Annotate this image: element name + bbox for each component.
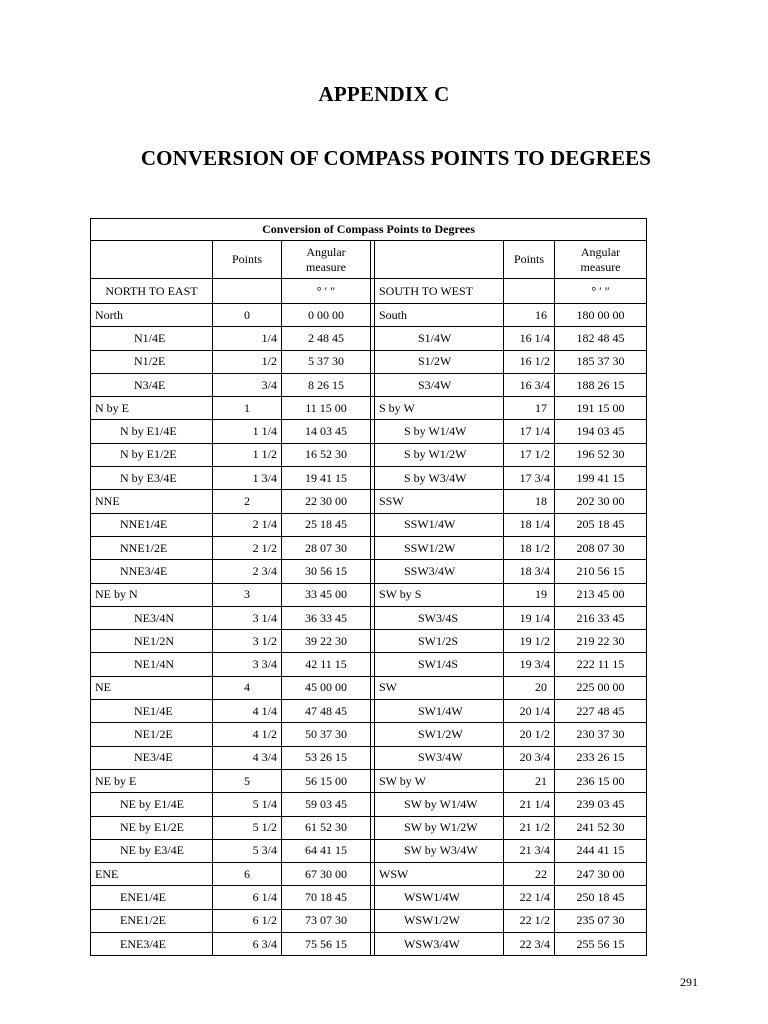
angular-value: 247 30 00 — [555, 863, 647, 886]
points-value: 22 1/2 — [504, 909, 555, 932]
points-value: 20 3/4 — [504, 746, 555, 769]
compass-point-name: WSW — [375, 863, 504, 886]
angular-value: 0 00 00 — [282, 304, 371, 327]
angular-value: 210 56 15 — [555, 560, 647, 583]
compass-point-name: S by W3/4W — [375, 467, 504, 490]
table-row — [91, 583, 647, 606]
points-value: 19 3/4 — [504, 653, 555, 676]
points-value: 1 1/2 — [213, 443, 282, 466]
compass-point-name: NE by N — [91, 583, 213, 606]
table-row — [91, 863, 647, 886]
angular-value: 225 00 00 — [555, 676, 647, 699]
points-value: 3 — [213, 583, 282, 606]
points-value: 17 3/4 — [504, 467, 555, 490]
angular-value: 73 07 30 — [282, 909, 371, 932]
angular-value: 11 15 00 — [282, 397, 371, 420]
compass-point-name: SW by W1/4W — [375, 793, 504, 816]
compass-point-name: SW by W — [375, 769, 504, 792]
compass-point-name: NE1/2N — [91, 630, 213, 653]
table-section-row — [91, 279, 647, 304]
table-row — [91, 886, 647, 909]
angular-value: 213 45 00 — [555, 583, 647, 606]
compass-point-name: S by W1/2W — [375, 443, 504, 466]
angular-value: 227 48 45 — [555, 700, 647, 723]
table-row — [91, 443, 647, 466]
table-caption-row — [91, 219, 647, 241]
section-north-to-east: NORTH TO EAST — [91, 279, 213, 304]
table-row — [91, 676, 647, 699]
points-value: 19 1/4 — [504, 606, 555, 629]
points-value: 2 3/4 — [213, 560, 282, 583]
points-value: 22 3/4 — [504, 933, 555, 956]
points-value: 16 1/2 — [504, 350, 555, 373]
table-row — [91, 933, 647, 956]
angular-value: 196 52 30 — [555, 443, 647, 466]
appendix-label: APPENDIX C — [318, 82, 450, 106]
points-value: 21 3/4 — [504, 839, 555, 862]
header-points-left: Points — [213, 241, 282, 279]
compass-point-name: SW3/4W — [375, 746, 504, 769]
angular-value: 59 03 45 — [282, 793, 371, 816]
points-value: 16 1/4 — [504, 327, 555, 350]
section-blank-right — [504, 279, 555, 304]
compass-point-name: SW1/2W — [375, 723, 504, 746]
points-value: 4 3/4 — [213, 746, 282, 769]
points-value: 20 1/4 — [504, 700, 555, 723]
compass-point-name: SW1/4S — [375, 653, 504, 676]
header-points-right: Points — [504, 241, 555, 279]
table-row — [91, 420, 647, 443]
compass-point-name: NNE — [91, 490, 213, 513]
table-row — [91, 327, 647, 350]
angular-value: 235 07 30 — [555, 909, 647, 932]
angular-value: 230 37 30 — [555, 723, 647, 746]
compass-point-name: ENE — [91, 863, 213, 886]
header-blank-right — [375, 241, 504, 279]
points-value: 22 — [504, 863, 555, 886]
table-row — [91, 490, 647, 513]
angular-value: 36 33 45 — [282, 606, 371, 629]
table-row — [91, 769, 647, 792]
compass-point-name: SW3/4S — [375, 606, 504, 629]
points-value: 6 — [213, 863, 282, 886]
points-value: 18 1/4 — [504, 513, 555, 536]
points-value: 20 1/2 — [504, 723, 555, 746]
page-title: CONVERSION OF COMPASS POINTS TO DEGREES — [140, 146, 652, 170]
points-value: 22 1/4 — [504, 886, 555, 909]
table-row — [91, 560, 647, 583]
table-row — [91, 839, 647, 862]
angular-value: 64 41 15 — [282, 839, 371, 862]
angular-value: 33 45 00 — [282, 583, 371, 606]
compass-point-name: SW1/4W — [375, 700, 504, 723]
table-caption: Conversion of Compass Points to Degrees — [91, 219, 647, 241]
points-value: 20 — [504, 676, 555, 699]
compass-point-name: SW1/2S — [375, 630, 504, 653]
table-row — [91, 816, 647, 839]
header-angular-right-text: Angular measure — [580, 244, 621, 274]
angular-value: 202 30 00 — [555, 490, 647, 513]
page-number: 291 — [680, 975, 698, 989]
points-value: 18 — [504, 490, 555, 513]
angular-value: 14 03 45 — [282, 420, 371, 443]
table-row — [91, 653, 647, 676]
points-value: 6 1/2 — [213, 909, 282, 932]
table-row — [91, 536, 647, 559]
angular-value: 5 37 30 — [282, 350, 371, 373]
compass-point-name: N by E1/2E — [91, 443, 213, 466]
section-blank-left — [213, 279, 282, 304]
angular-value: 45 00 00 — [282, 676, 371, 699]
points-value: 4 1/2 — [213, 723, 282, 746]
angular-value: 25 18 45 — [282, 513, 371, 536]
table-row — [91, 397, 647, 420]
angular-value: 233 26 15 — [555, 746, 647, 769]
compass-point-name: SSW — [375, 490, 504, 513]
angular-value: 182 48 45 — [555, 327, 647, 350]
points-value: 3 3/4 — [213, 653, 282, 676]
angular-value: 239 03 45 — [555, 793, 647, 816]
compass-point-name: WSW1/2W — [375, 909, 504, 932]
points-value: 5 3/4 — [213, 839, 282, 862]
angular-value: 75 56 15 — [282, 933, 371, 956]
table-row — [91, 373, 647, 396]
compass-point-name: N by E1/4E — [91, 420, 213, 443]
table-row — [91, 513, 647, 536]
angular-value: 56 15 00 — [282, 769, 371, 792]
compass-point-name: ENE1/4E — [91, 886, 213, 909]
angular-value: 194 03 45 — [555, 420, 647, 443]
points-value: 3 1/4 — [213, 606, 282, 629]
points-value: 6 1/4 — [213, 886, 282, 909]
points-value: 5 1/2 — [213, 816, 282, 839]
angular-value: 244 41 15 — [555, 839, 647, 862]
angular-value: 241 52 30 — [555, 816, 647, 839]
angular-value: 61 52 30 — [282, 816, 371, 839]
points-value: 6 3/4 — [213, 933, 282, 956]
points-value: 0 — [213, 304, 282, 327]
compass-point-name: NNE3/4E — [91, 560, 213, 583]
table-row — [91, 723, 647, 746]
compass-point-name: S3/4W — [375, 373, 504, 396]
compass-point-name: NE1/2E — [91, 723, 213, 746]
table-row — [91, 746, 647, 769]
angular-value: 205 18 45 — [555, 513, 647, 536]
angular-value: 219 22 30 — [555, 630, 647, 653]
angular-value: 22 30 00 — [282, 490, 371, 513]
header-angular-right — [555, 241, 647, 279]
angular-value: 70 18 45 — [282, 886, 371, 909]
table-row — [91, 700, 647, 723]
angular-value: 208 07 30 — [555, 536, 647, 559]
points-value: 18 3/4 — [504, 560, 555, 583]
compass-point-name: North — [91, 304, 213, 327]
compass-point-name: NE1/4N — [91, 653, 213, 676]
compass-point-name: ENE3/4E — [91, 933, 213, 956]
compass-point-name: NE3/4E — [91, 746, 213, 769]
angular-value: 236 15 00 — [555, 769, 647, 792]
points-value: 4 — [213, 676, 282, 699]
table-row — [91, 909, 647, 932]
points-value: 16 — [504, 304, 555, 327]
compass-conversion-table — [90, 218, 647, 956]
table-row — [91, 304, 647, 327]
points-value: 2 1/4 — [213, 513, 282, 536]
table-row — [91, 467, 647, 490]
table-row — [91, 606, 647, 629]
table-body — [91, 219, 647, 956]
compass-point-name: NNE1/4E — [91, 513, 213, 536]
compass-point-name: SSW3/4W — [375, 560, 504, 583]
points-value: 5 1/4 — [213, 793, 282, 816]
compass-point-name: NE by E — [91, 769, 213, 792]
compass-point-name: S1/4W — [375, 327, 504, 350]
header-angular-left — [282, 241, 371, 279]
points-value: 1/2 — [213, 350, 282, 373]
angular-value: 250 18 45 — [555, 886, 647, 909]
angular-value: 53 26 15 — [282, 746, 371, 769]
angular-value: 67 30 00 — [282, 863, 371, 886]
compass-point-name: N3/4E — [91, 373, 213, 396]
points-value: 1 — [213, 397, 282, 420]
points-value: 4 1/4 — [213, 700, 282, 723]
angular-value: 185 37 30 — [555, 350, 647, 373]
points-value: 3/4 — [213, 373, 282, 396]
compass-point-name: SW by S — [375, 583, 504, 606]
points-value: 1 1/4 — [213, 420, 282, 443]
section-south-to-west: SOUTH TO WEST — [375, 279, 504, 304]
table-header-row — [91, 241, 647, 279]
points-value: 21 1/2 — [504, 816, 555, 839]
compass-point-name: NE1/4E — [91, 700, 213, 723]
angular-value: 47 48 45 — [282, 700, 371, 723]
table-row — [91, 350, 647, 373]
points-value: 16 3/4 — [504, 373, 555, 396]
points-value: 2 1/2 — [213, 536, 282, 559]
points-value: 21 1/4 — [504, 793, 555, 816]
points-value: 1/4 — [213, 327, 282, 350]
compass-point-name: NE by E1/4E — [91, 793, 213, 816]
angular-value: 50 37 30 — [282, 723, 371, 746]
compass-point-name: N1/4E — [91, 327, 213, 350]
compass-point-name: NE by E3/4E — [91, 839, 213, 862]
compass-point-name: N by E3/4E — [91, 467, 213, 490]
compass-point-name: NE3/4N — [91, 606, 213, 629]
points-value: 18 1/2 — [504, 536, 555, 559]
header-blank-left — [91, 241, 213, 279]
points-value: 1 3/4 — [213, 467, 282, 490]
angular-value: 42 11 15 — [282, 653, 371, 676]
angular-value: 16 52 30 — [282, 443, 371, 466]
units-left: ° ′ ″ — [282, 279, 371, 304]
compass-point-name: S by W1/4W — [375, 420, 504, 443]
table-row — [91, 630, 647, 653]
angular-value: 222 11 15 — [555, 653, 647, 676]
compass-point-name: NE — [91, 676, 213, 699]
angular-value: 180 00 00 — [555, 304, 647, 327]
compass-point-name: NNE1/2E — [91, 536, 213, 559]
points-value: 17 1/4 — [504, 420, 555, 443]
points-value: 5 — [213, 769, 282, 792]
angular-value: 28 07 30 — [282, 536, 371, 559]
points-value: 21 — [504, 769, 555, 792]
angular-value: 255 56 15 — [555, 933, 647, 956]
compass-point-name: ENE1/2E — [91, 909, 213, 932]
points-value: 19 — [504, 583, 555, 606]
angular-value: 216 33 45 — [555, 606, 647, 629]
compass-point-name: SW by W3/4W — [375, 839, 504, 862]
points-value: 2 — [213, 490, 282, 513]
angular-value: 19 41 15 — [282, 467, 371, 490]
points-value: 17 1/2 — [504, 443, 555, 466]
angular-value: 191 15 00 — [555, 397, 647, 420]
compass-point-name: N by E — [91, 397, 213, 420]
angular-value: 2 48 45 — [282, 327, 371, 350]
compass-point-name: SW by W1/2W — [375, 816, 504, 839]
table-row — [91, 793, 647, 816]
compass-point-name: S by W — [375, 397, 504, 420]
angular-value: 188 26 15 — [555, 373, 647, 396]
points-value: 19 1/2 — [504, 630, 555, 653]
compass-point-name: N1/2E — [91, 350, 213, 373]
angular-value: 199 41 15 — [555, 467, 647, 490]
compass-point-name: SSW1/4W — [375, 513, 504, 536]
compass-point-name: SW — [375, 676, 504, 699]
compass-point-name: WSW3/4W — [375, 933, 504, 956]
compass-point-name: NE by E1/2E — [91, 816, 213, 839]
angular-value: 8 26 15 — [282, 373, 371, 396]
header-angular-left-text: Angular measure — [306, 244, 346, 274]
units-right: ° ′ ″ — [555, 279, 647, 304]
compass-point-name: SSW1/2W — [375, 536, 504, 559]
angular-value: 39 22 30 — [282, 630, 371, 653]
compass-point-name: WSW1/4W — [375, 886, 504, 909]
compass-point-name: S1/2W — [375, 350, 504, 373]
points-value: 17 — [504, 397, 555, 420]
points-value: 3 1/2 — [213, 630, 282, 653]
angular-value: 30 56 15 — [282, 560, 371, 583]
compass-point-name: South — [375, 304, 504, 327]
